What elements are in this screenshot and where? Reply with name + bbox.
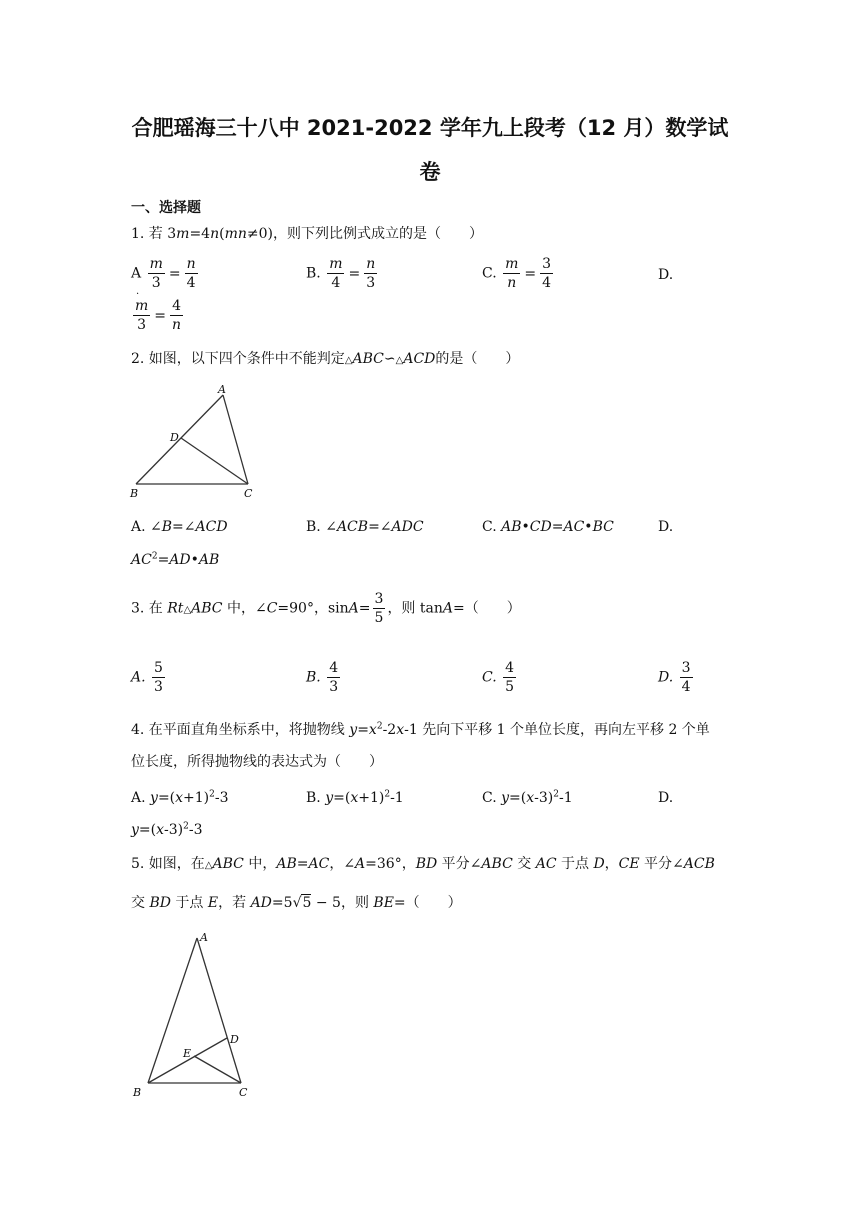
isosceles-triangle-figure — [128, 928, 268, 1103]
fraction: $\frac{n}{3}$ — [366, 256, 376, 291]
question-3-option-b: B. $\frac{4}{3}$ — [306, 660, 339, 695]
question-2-option-b: B. ∠ACB=∠ADC — [306, 519, 424, 535]
question-4-option-c: C. $y=(x-3)^2-1$ — [482, 789, 573, 806]
fraction: $\frac{m}{n}$ — [505, 256, 519, 291]
segment-dc — [181, 438, 248, 484]
fraction: $\frac{3}{4}$ — [542, 256, 552, 291]
question-3-stem: 3. 在 Rt△ABC 中，∠C=90°，sinA= $\frac{3}{5}$ ，则 tanA=（ ） — [131, 591, 521, 626]
segment-ab — [148, 938, 197, 1083]
fraction: $\frac{4}{3}$ — [329, 660, 339, 695]
question-2-option-d: $AC^2=AD•AB$ — [131, 551, 220, 568]
question-1-option-d: $\frac{m}{3}$ = $\frac{4}{n}$ — [135, 298, 182, 333]
fraction: $\frac{m}{3}$ — [149, 256, 163, 291]
vertex-label-b: B — [133, 1086, 142, 1099]
vertex-label-d: D — [170, 431, 179, 444]
question-4-option-b: B. $y=(x+1)^2-1$ — [306, 789, 404, 806]
question-2-stem: 2. 如图，以下四个条件中不能判定△ABC∽△ACD的是（ ） — [131, 351, 520, 367]
question-2-option-c: C. AB•CD=AC•BC — [482, 519, 614, 535]
question-4-option-d-label: D. — [658, 790, 674, 806]
option-a-dot: . — [136, 286, 140, 297]
question-5-stem-line2: 交 BD 于点 E，若 AD=5√5 − 5，则 BE=（ ） — [131, 895, 462, 911]
triangle-abc-figure — [128, 380, 268, 505]
question-1-option-b: B. $\frac{m}{4}$ = $\frac{n}{3}$ — [306, 256, 376, 291]
vertex-label-b: B — [130, 487, 139, 500]
question-3-option-d: D. $\frac{3}{4}$ — [658, 660, 691, 695]
fraction: $\frac{n}{4}$ — [186, 256, 196, 291]
question-1-option-d-label: D. — [658, 267, 674, 283]
fraction: $\frac{3}{5}$ — [374, 591, 384, 626]
question-3-option-c: C. $\frac{4}{5}$ — [482, 660, 515, 695]
question-4-option-a: A. $y=(x+1)^2-3$ — [131, 789, 229, 806]
vertex-label-d: D — [230, 1033, 239, 1046]
section-heading: 一、选择题 — [131, 200, 201, 216]
question-3-option-a: A. $\frac{5}{3}$ — [131, 660, 163, 695]
vertex-label-a: A — [218, 383, 226, 396]
segment-bd — [148, 1038, 227, 1083]
fraction: $\frac{m}{3}$ — [135, 298, 149, 333]
vertex-label-c: C — [239, 1086, 248, 1099]
fraction: $\frac{4}{5}$ — [505, 660, 515, 695]
segment-ac — [223, 395, 248, 484]
fraction: $\frac{5}{3}$ — [154, 660, 163, 695]
fraction: $\frac{3}{4}$ — [681, 660, 691, 695]
question-1-option-a: A $\frac{m}{3}$ = $\frac{n}{4}$ — [131, 256, 196, 291]
page-title-line2: 卷 — [419, 160, 441, 184]
question-1-stem: 1. 若 3m=4n(mn≠0)，则下列比例式成立的是（ ） — [131, 226, 483, 242]
question-4-option-d: $y=(x-3)^2-3$ — [131, 821, 203, 838]
segment-ba — [136, 395, 223, 484]
page-title-line1: 合肥瑶海三十八中 2021-2022 学年九上段考（12 月）数学试 — [131, 116, 729, 140]
vertex-label-c: C — [244, 487, 253, 500]
question-2-option-a: A. ∠B=∠ACD — [131, 519, 228, 535]
fraction: $\frac{m}{4}$ — [329, 256, 343, 291]
question-2-option-d-label: D. — [658, 519, 674, 535]
question-4-stem-line2: 位长度，所得抛物线的表达式为（ ） — [131, 754, 383, 770]
question-5-stem-line1: 5. 如图，在△ABC 中，AB=AC，∠A=36°，BD 平分∠ABC 交 AC 于点 D，CE 平分∠ACB — [131, 856, 715, 872]
vertex-label-a: A — [200, 931, 208, 944]
question-1-option-c: C. $\frac{m}{n}$ = $\frac{3}{4}$ — [482, 256, 552, 291]
question-4-stem-line1: 4. 在平面直角坐标系中，将抛物线 $y=x^2-2x-1$ 先向下平移 1 个单位长度，再向左平移 2 个单 — [131, 721, 710, 738]
fraction: $\frac{4}{n}$ — [172, 298, 182, 333]
vertex-label-e: E — [183, 1047, 192, 1060]
